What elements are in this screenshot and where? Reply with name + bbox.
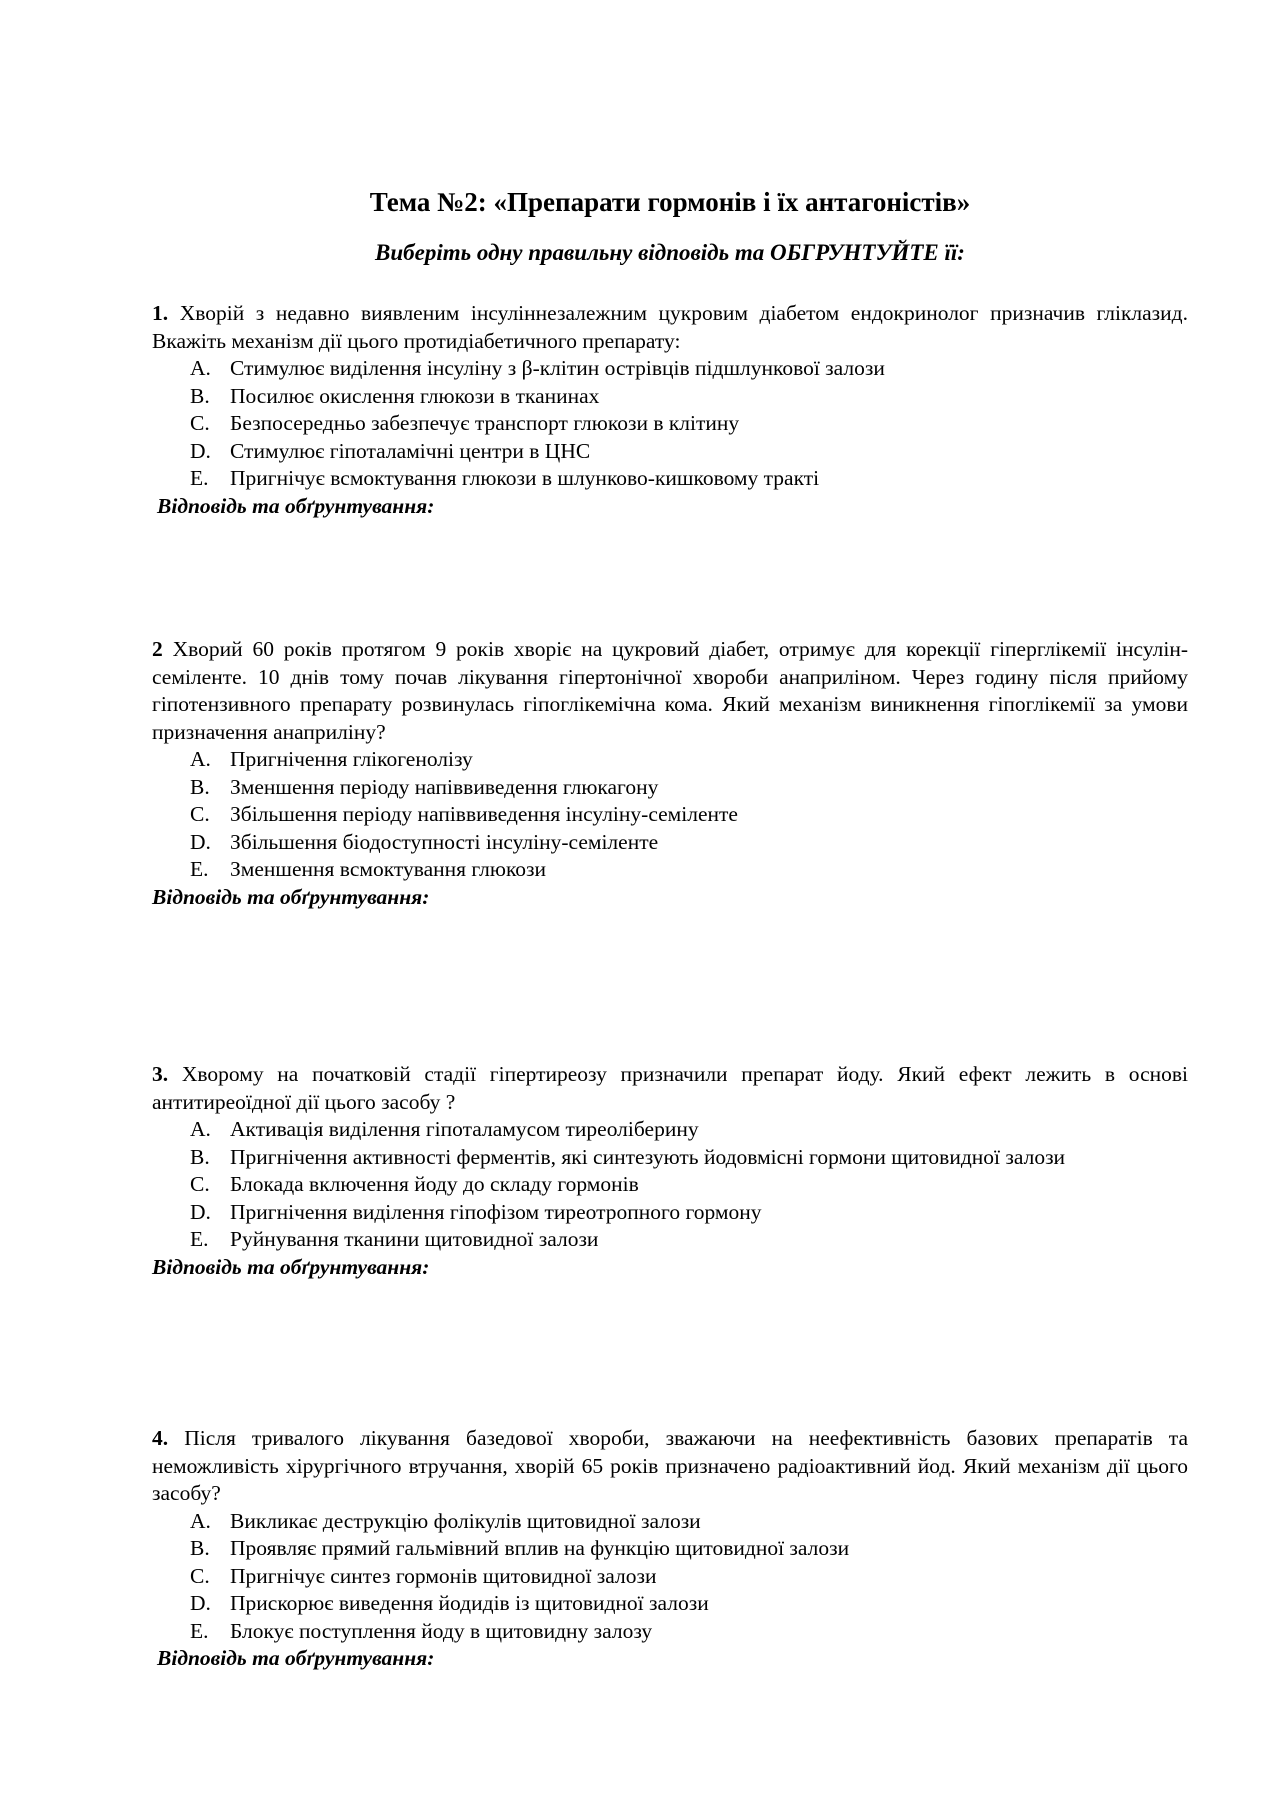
question-2-body: Хворий 60 років протягом 9 років хворіє на цукровий діабет, отримує для корекції гіперглікемії інсулін-семіленте. 10 днів тому почав лікування гіпертонічної хвороби анаприліном. Через годину після прийому гіпотензивного препарату розвинулась гіпоглікемічна кома. Який механізм виникнення гіпоглікемії за умови призначення анаприліну? bbox=[152, 637, 1188, 744]
option-letter: C. bbox=[190, 411, 210, 435]
option-text: Проявляє прямий гальмівний вплив на функцію щитовидної залози bbox=[230, 1536, 850, 1560]
option-text: Пригнічення глікогенолізу bbox=[230, 747, 473, 771]
option-letter: D. bbox=[190, 829, 211, 854]
option-b bbox=[152, 383, 1188, 411]
option-letter: B. bbox=[190, 1536, 210, 1560]
option-text: Безпосередньо забезпечує транспорт глюкози в клітину bbox=[230, 411, 740, 435]
option-a bbox=[152, 355, 1188, 383]
option-c bbox=[152, 1563, 1188, 1591]
question-2-number: 2 bbox=[152, 637, 163, 661]
option-a bbox=[152, 1508, 1188, 1536]
question-1-body: Хворій з недавно виявленим інсуліннезалежним цукровим діабетом ендокринолог призначив гліклазид. Вкажіть механізм дії цього протидіабетичного препарату: bbox=[152, 301, 1188, 353]
option-d bbox=[152, 829, 1188, 857]
question-3-text bbox=[152, 1061, 1188, 1116]
option-letter: A. bbox=[190, 356, 211, 380]
question-1-number: 1. bbox=[152, 301, 169, 325]
option-text: Пригнічення активності ферментів, які синтезують йодовмісні гормони щитовидної залози bbox=[230, 1144, 1066, 1169]
option-letter: A. bbox=[190, 747, 211, 771]
option-letter: E. bbox=[190, 857, 209, 881]
option-letter: C. bbox=[190, 1172, 210, 1196]
question-1-options bbox=[152, 355, 1188, 493]
option-letter: B. bbox=[190, 383, 210, 408]
option-e bbox=[152, 1618, 1188, 1646]
option-text: Посилює окислення глюкози в тканинах bbox=[230, 383, 600, 408]
option-text: Активація виділення гіпоталамусом тиреоліберину bbox=[230, 1117, 699, 1141]
option-e bbox=[152, 1226, 1188, 1254]
option-c bbox=[152, 801, 1188, 829]
answer-label: Відповідь та обґрунтування: bbox=[157, 493, 435, 518]
answer-label: Відповідь та обґрунтування: bbox=[152, 1254, 430, 1279]
question-4-body: Після тривалого лікування базедової хвороби, зважаючи на неефективність базових препаратів та неможливість хірургічного втручання, хворій 65 років призначено радіоактивний йод. Який механізм дії цього засобу? bbox=[152, 1426, 1188, 1505]
option-letter: A. bbox=[190, 1508, 211, 1533]
page-title: Тема №2: «Препарати гормонів і їх антагоністів» bbox=[369, 187, 971, 217]
option-e bbox=[152, 465, 1188, 493]
answer-label: Відповідь та обґрунтування: bbox=[152, 884, 430, 909]
option-text: Блокада включення йоду до складу гормонів bbox=[230, 1172, 639, 1196]
option-a bbox=[152, 1116, 1188, 1144]
question-4-options bbox=[152, 1508, 1188, 1646]
question-1-text bbox=[152, 300, 1188, 355]
option-b bbox=[152, 1535, 1188, 1563]
option-text: Стимулює виділення інсуліну з β-клітин острівців підшлункової залози bbox=[230, 356, 885, 380]
answer-label: Відповідь та обґрунтування: bbox=[157, 1646, 435, 1670]
question-1 bbox=[152, 300, 1188, 520]
option-text: Блокує поступлення йоду в щитовидну залозу bbox=[230, 1618, 653, 1643]
question-2-text bbox=[152, 636, 1188, 746]
option-letter: D. bbox=[190, 438, 211, 463]
option-letter: E. bbox=[190, 1227, 209, 1251]
option-e bbox=[152, 856, 1188, 884]
option-text: Викликає деструкцію фолікулів щитовидної залози bbox=[230, 1508, 701, 1533]
option-c bbox=[152, 1171, 1188, 1199]
question-3-body: Хворому на початковій стадії гіпертиреозу призначили препарат йоду. Який ефект лежить в основі антитиреоїдної дії цього засобу ? bbox=[152, 1062, 1188, 1114]
option-text: Зменшення періоду напіввиведення глюкагону bbox=[230, 774, 659, 799]
option-b bbox=[152, 774, 1188, 802]
question-4-text bbox=[152, 1425, 1188, 1508]
option-b bbox=[152, 1144, 1188, 1172]
option-text: Пригнічує синтез гормонів щитовидної залози bbox=[230, 1563, 657, 1588]
option-text: Руйнування тканини щитовидної залози bbox=[230, 1227, 599, 1251]
option-text: Прискорює виведення йодидів із щитовидної залози bbox=[230, 1591, 709, 1615]
option-d bbox=[152, 1199, 1188, 1227]
option-text: Стимулює гіпоталамічні центри в ЦНС bbox=[230, 438, 591, 463]
option-letter: E. bbox=[190, 466, 209, 490]
option-a bbox=[152, 746, 1188, 774]
option-text: Зменшення всмоктування глюкози bbox=[230, 857, 547, 881]
question-3-options bbox=[152, 1116, 1188, 1254]
option-letter: E. bbox=[190, 1618, 209, 1643]
question-4-number: 4. bbox=[152, 1426, 169, 1450]
option-text: Збільшення біодоступності інсуліну-семіленте bbox=[230, 829, 659, 854]
option-d bbox=[152, 438, 1188, 466]
option-text: Збільшення періоду напіввиведення інсуліну-семіленте bbox=[230, 802, 738, 826]
option-text: Пригнічує всмоктування глюкози в шлунково-кишковому тракті bbox=[230, 466, 820, 490]
option-text: Пригнічення виділення гіпофізом тиреотропного гормону bbox=[230, 1199, 762, 1224]
option-letter: D. bbox=[190, 1591, 211, 1615]
option-letter: B. bbox=[190, 774, 210, 799]
option-letter: C. bbox=[190, 1563, 210, 1588]
option-letter: A. bbox=[190, 1117, 211, 1141]
question-2-options bbox=[152, 746, 1188, 884]
question-2 bbox=[152, 636, 1188, 911]
option-letter: D. bbox=[190, 1199, 211, 1224]
question-3 bbox=[152, 1061, 1188, 1281]
option-d bbox=[152, 1590, 1188, 1618]
question-3-number: 3. bbox=[152, 1062, 169, 1086]
option-letter: C. bbox=[190, 802, 210, 826]
option-letter: B. bbox=[190, 1144, 210, 1169]
option-c bbox=[152, 410, 1188, 438]
instruction-text: Виберіть одну правильну відповідь та ОБГРУНТУЙТЕ її: bbox=[375, 240, 965, 265]
question-4 bbox=[152, 1425, 1188, 1673]
